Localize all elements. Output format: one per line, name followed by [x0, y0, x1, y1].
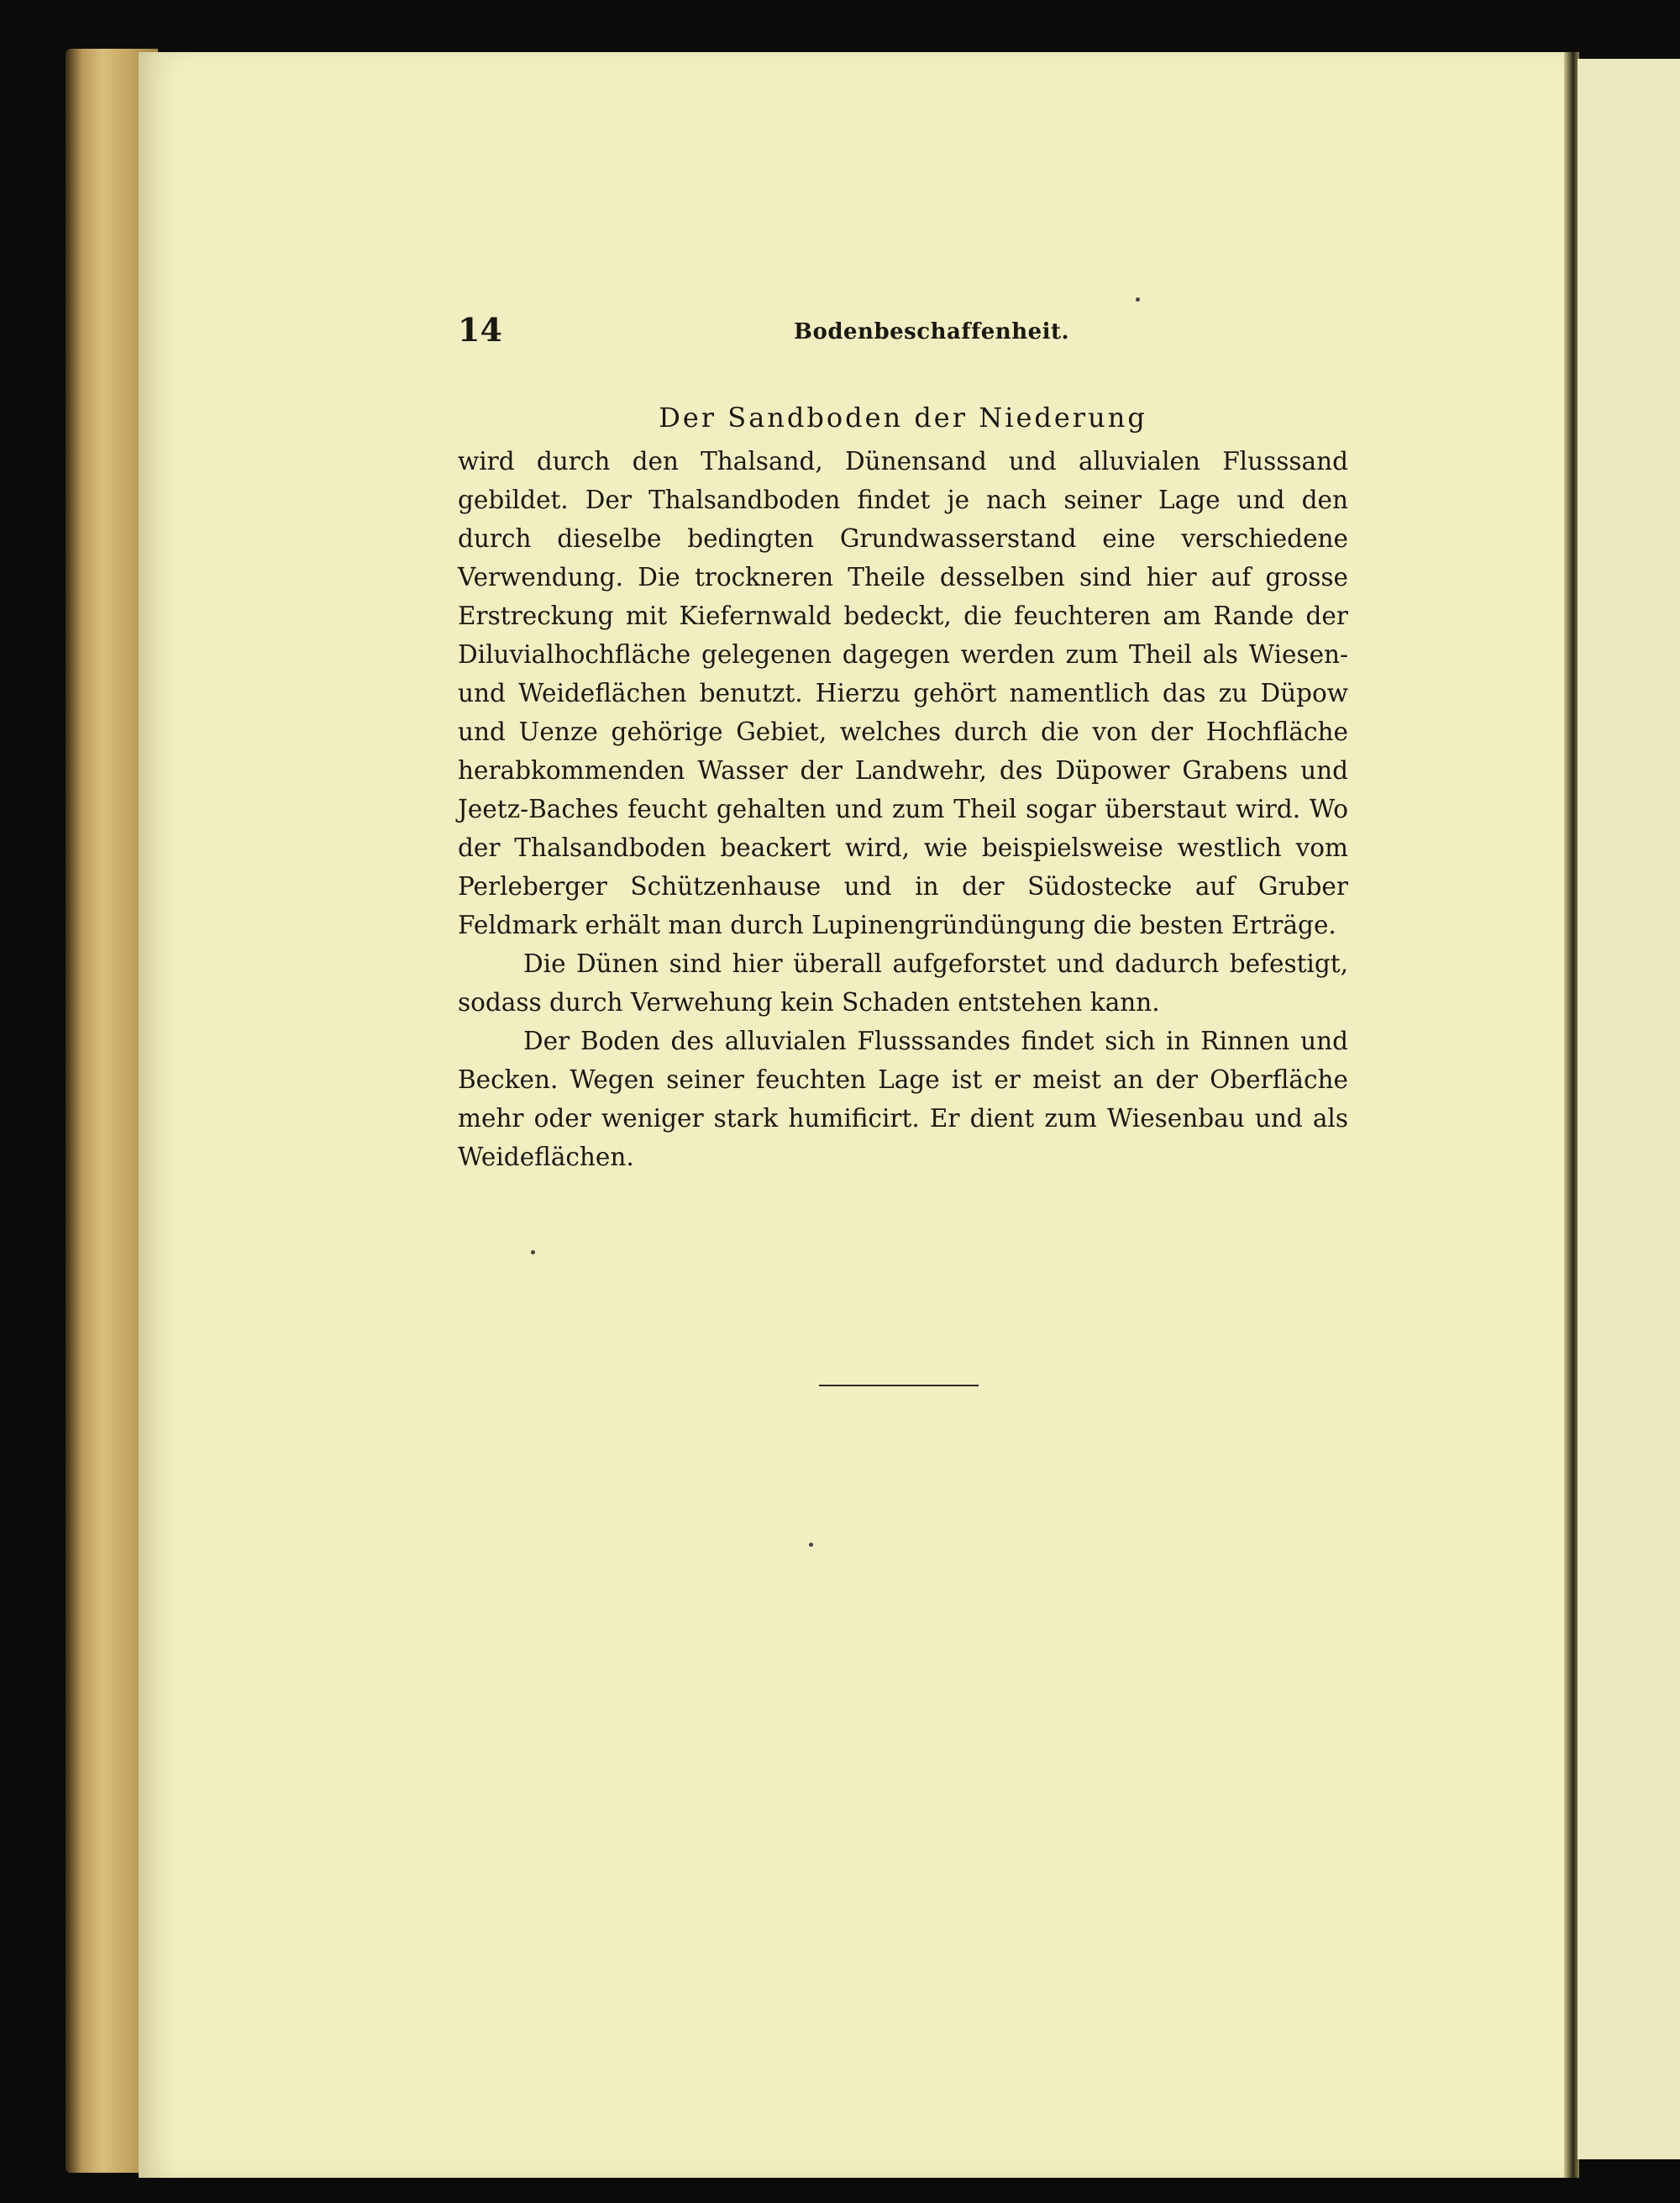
print-speck: [1136, 297, 1140, 302]
paragraph-2: Die Dünen sind hier überall aufgeforstet und dadurch befestigt, sodass durch Verwehung kein Schaden entstehen kann.: [458, 949, 1348, 1017]
end-rule: [819, 1385, 979, 1386]
running-head: [458, 302, 1348, 353]
print-speck: [809, 1543, 813, 1547]
paragraph-1: wird durch den Thalsand, Dünensand und alluvialen Flusssand gebildet. Der Thalsandboden findet je nach seiner Lage und den durch dieselbe bedingten Grundwasserstand eine verschiedene Verwendung. Die trockneren Theile desselben sind hier auf grosse Erstreckung mit Kiefernwald bedeckt, die feuchteren am Rande der Diluvialhochfläche gelegenen dagegen werden zum Theil als Wiesen- und Weideflächen benutzt. Hierzu gehört namentlich das zu Düpow und Uenze gehörige Gebiet, welches durch die von der Hochfläche herabkommenden Wasser der Landwehr, des Düpower Grabens und Jeetz-Baches feucht gehalten und zum Theil sogar überstaut wird. Wo der Thalsandboden beackert wird, wie beispielsweise westlich vom Perleberger Schützenhause und in der Südostecke auf Gruber Feldmark erhält man durch Lupinengründüngung die besten Erträge.: [458, 447, 1348, 939]
facing-page-edge: [1578, 59, 1680, 2159]
paragraph-3: Der Boden des alluvialen Flusssandes findet sich in Rinnen und Becken. Wegen seiner feuchten Lage ist er meist an der Oberfläche mehr oder weniger stark humificirt. Er dient zum Wiesenbau und als Weideflächen.: [458, 1027, 1348, 1171]
running-title: Bodenbeschaffenheit.: [794, 319, 1070, 344]
print-speck: [531, 1250, 535, 1254]
page-number: 14: [458, 311, 502, 349]
page-text-block: [458, 302, 1348, 1176]
section-title: Der Sandboden der Niederung: [659, 402, 1147, 434]
